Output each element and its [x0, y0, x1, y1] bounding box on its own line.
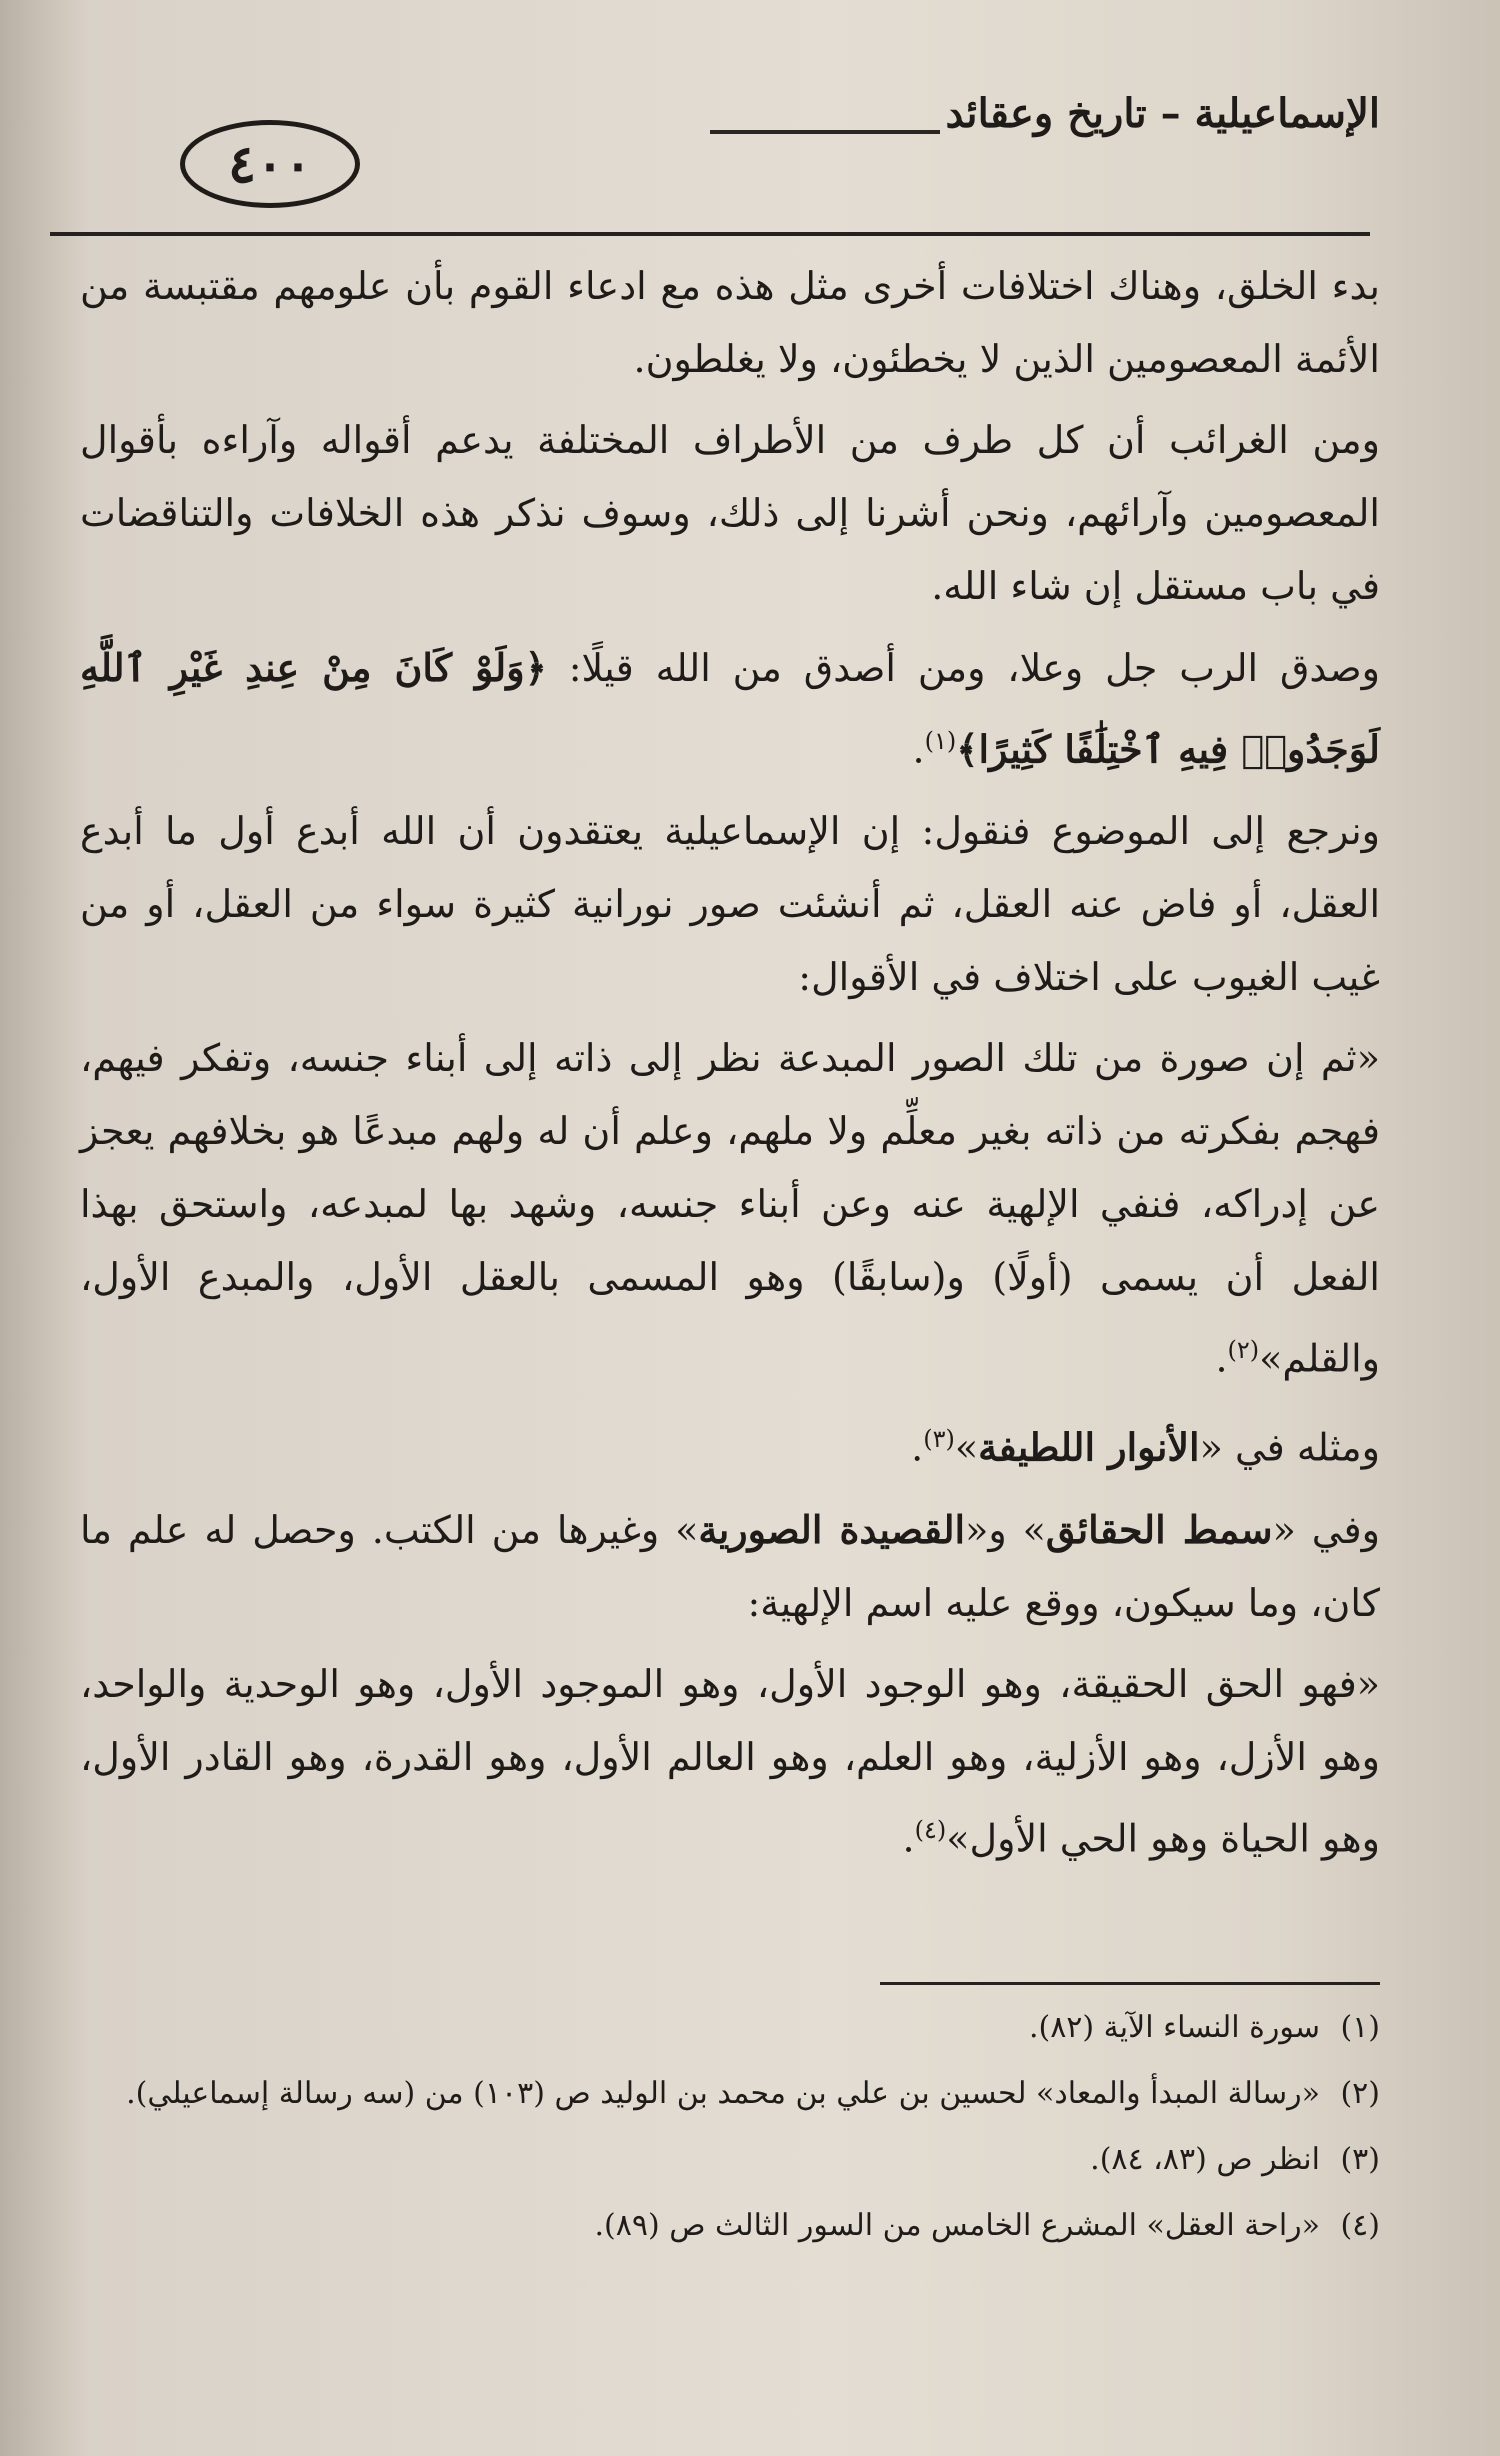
paragraph-8: [80, 1648, 1380, 1876]
paragraph-3-end: .: [912, 727, 925, 772]
paragraph-7-end: » وغيرها من الكتب. وحصل له علم ما كان، وما سيكون، ووقع عليه اسم الإلهية:: [80, 1507, 1380, 1625]
footnote-text: «راحة العقل» المشرع الخامس من السور الثالث ص (٨٩).: [594, 2208, 1320, 2243]
paragraph-7-intro: وفي «: [1272, 1507, 1380, 1552]
page-header: [40, 90, 1380, 210]
footnote-number: (٣): [1340, 2142, 1380, 2177]
book-title-qasida: القصيدة الصورية: [698, 1506, 966, 1552]
paragraph-4: ونرجع إلى الموضوع فنقول: إن الإسماعيلية يعتقدون أن الله أبدع أول ما أبدع العقل، أو فاض عنه العقل، ثم أنشئت صور نورانية كثيرة سواء من العقل، أو من غيب الغيوب على اختلاف في الأقوال:: [80, 808, 1380, 999]
header-rule: [50, 232, 1370, 236]
footnote-text: «رسالة المبدأ والمعاد» لحسين بن علي بن محمد بن الوليد ص (١٠٣) من (سه رسالة إسماعيلي).: [126, 2076, 1320, 2111]
paragraph-3-intro: وصدق الرب جل وعلا، ومن أصدق من الله قيلًا:: [546, 646, 1380, 690]
paragraph-2: ومن الغرائب أن كل طرف من الأطراف المختلفة يدعم أقواله وآراءه بأقوال المعصومين وآرائهم، ونحن أشرنا إلى ذلك، وسوف نذكر هذه الخلافات والتناقضات في باب مستقل إن شاء الله.: [80, 418, 1380, 608]
running-title: الإسماعيلية – تاريخ وعقائد: [945, 90, 1380, 137]
paragraph-7: [80, 1493, 1380, 1640]
paragraph-6: [80, 1403, 1380, 1485]
footnote-ref-2: (٢): [1227, 1335, 1260, 1364]
footnote-number: (٤): [1340, 2208, 1380, 2243]
paragraph-1: بدء الخلق، وهناك اختلافات أخرى مثل هذه مع ادعاء القوم بأن علومهم مقتبسة من الأئمة المعصومين الذين لا يخطئون، ولا يغلطون.: [80, 264, 1380, 381]
page-number: ٤٠٠: [180, 120, 360, 208]
header-dash: [710, 130, 940, 134]
quote-1: «ثم إن صورة من تلك الصور المبدعة نظر إلى ذاته إلى أبناء جنسه، وتفكر فيهم، فهجم بفكرته من ذاته بغير معلِّم ولا ملهم، وعلم أن له ولهم مبدعًا هو بخلافهم يعجز عن إدراكه، فنفي الإلهية عنه وعن أبناء جنسه، وشهد بها لمبدعه، واستحق بهذا الفعل أن يسمى (أولًا) و(سابقًا) وهو المسمى بالعقل الأول، والمبدع الأول، والقلم»: [80, 1035, 1380, 1381]
paragraph-5: [80, 1022, 1380, 1396]
paragraph-7-mid: » و«: [965, 1507, 1046, 1552]
footnote-4: [100, 2198, 1380, 2254]
footnote-ref-1: (١): [924, 727, 957, 755]
footnote-number: (١): [1340, 2010, 1380, 2045]
book-title-simt: سمط الحقائق: [1045, 1506, 1273, 1552]
footnote-2: [100, 2066, 1380, 2122]
footnote-text: انظر ص (٨٣، ٨٤).: [1090, 2142, 1320, 2177]
quran-verse: ﴿وَلَوْ كَانَ مِنْ عِندِ غَيْرِ ٱللَّهِ لَوَجَدُوا۟ فِيهِ ٱخْتِلَٰفًا كَثِيرًا﴾: [80, 645, 1380, 772]
book-title-anwar: الأنوار اللطيفة: [978, 1424, 1200, 1470]
footnote-rule: [880, 1982, 1380, 1985]
paragraph-3: [80, 631, 1380, 787]
paragraph-6-intro: ومثله في «: [1199, 1425, 1380, 1470]
paragraph-6-end: .: [911, 1425, 924, 1470]
footnote-text: سورة النساء الآية (٨٢).: [1028, 2010, 1320, 2045]
main-text: [80, 250, 1380, 1884]
footnote-3: [100, 2132, 1380, 2188]
footnote-number: (٢): [1340, 2076, 1380, 2111]
paragraph-5-end: .: [1215, 1336, 1228, 1381]
quote-2: «فهو الحق الحقيقة، وهو الوجود الأول، وهو الموجود الأول، وهو الوحدية والواحد، وهو الأزل، وهو الأزلية، وهو العلم، وهو العالم الأول، وهو القدرة، وهو القادر الأول، وهو الحياة وهو الحي الأول»: [80, 1661, 1380, 1861]
paragraph-6-mid: »: [954, 1425, 979, 1470]
footnote-ref-4: (٤): [914, 1815, 947, 1844]
paragraph-8-end: .: [902, 1816, 915, 1861]
footnotes: [100, 2000, 1380, 2264]
footnote-ref-3: (٣): [923, 1425, 955, 1454]
footnote-1: [100, 2000, 1380, 2056]
